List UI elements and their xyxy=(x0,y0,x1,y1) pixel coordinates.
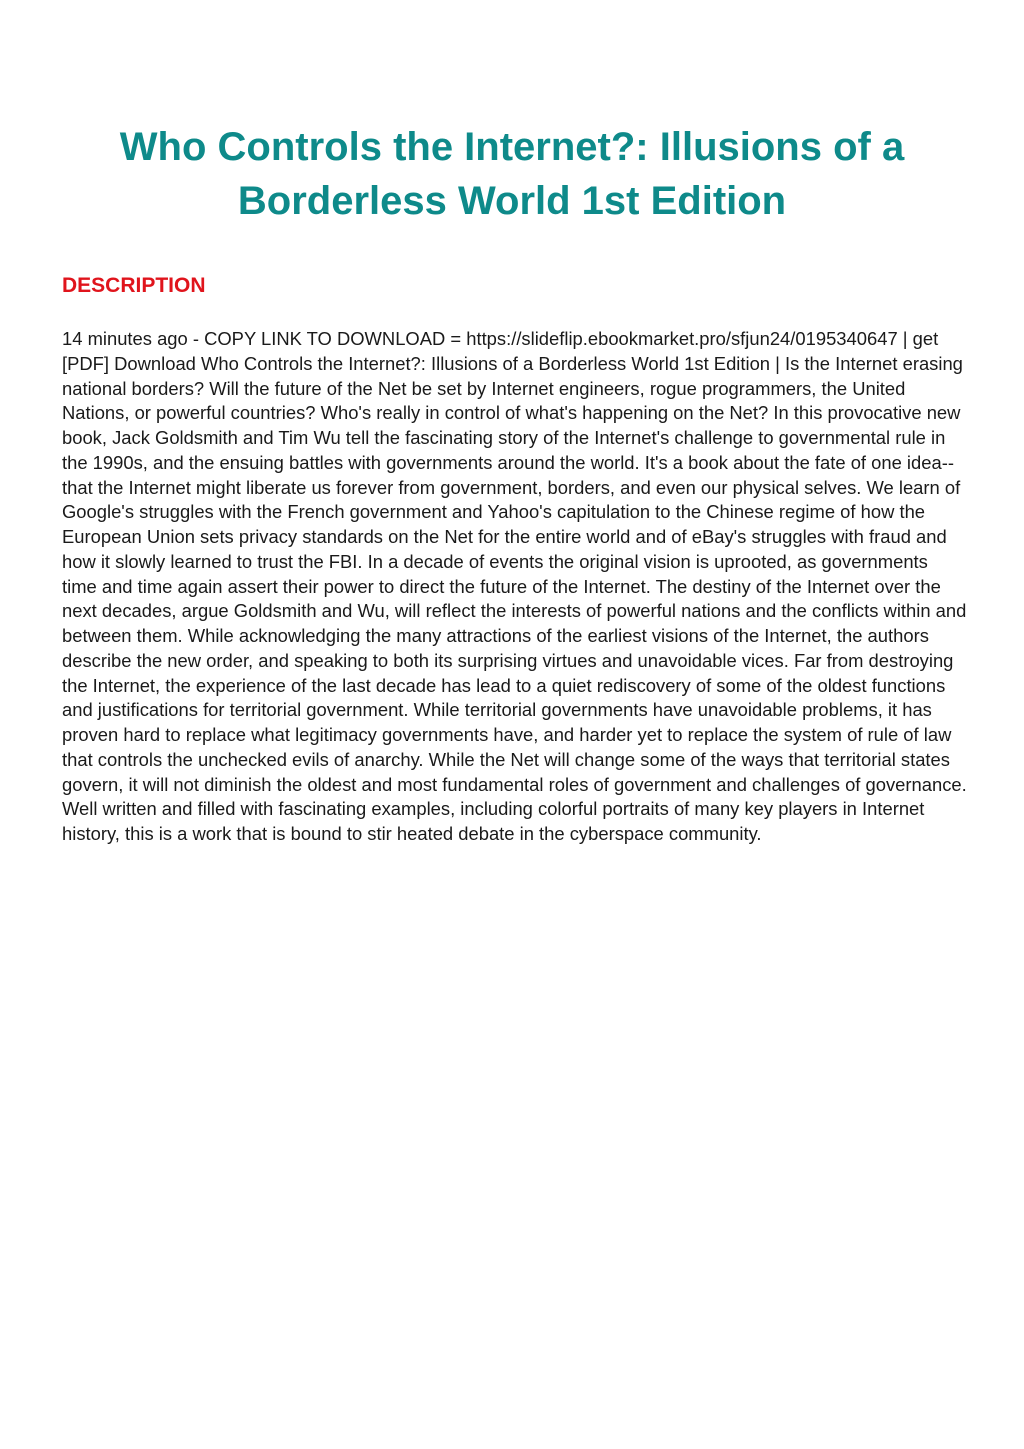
description-text: 14 minutes ago - COPY LINK TO DOWNLOAD = https://slideflip.ebookmarket.pro/sfjun24/0195340647 | get [PDF] Download Who Controls the Internet?: Illusions of a Borderless World 1st Edition | Is the Internet erasing national borders? Will the future of the Net be set by Internet engineers, rogue programmers, the United Nations, or powerful countries? Who's really in control of what's happening on the Net? In this provocative new book, Jack Goldsmith and Tim Wu tell the fascinating story of the Internet's challenge to governmental rule in the 1990s, and the ensuing battles with governments around the world. It's a book about the fate of one idea--that the Internet might liberate us forever from government, borders, and even our physical selves. We learn of Google's struggles with the French government and Yahoo's capitulation to the Chinese regime of how the European Union sets privacy standards on the Net for the entire world and of eBay's struggles with fraud and how it slowly learned to trust the FBI. In a decade of events the original vision is uprooted, as governments time and time again assert their power to direct the future of the Internet. The destiny of the Internet over the next decades, argue Goldsmith and Wu, will reflect the interests of powerful nations and the conflicts within and between them. While acknowledging the many attractions of the earliest visions of the Internet, the authors describe the new order, and speaking to both its surprising virtues and unavoidable vices. Far from destroying the Internet, the experience of the last decade has lead to a quiet rediscovery of some of the oldest functions and justifications for territorial government. While territorial governments have unavoidable problems, it has proven hard to replace what legitimacy governments have, and harder yet to replace the system of rule of law that controls the unchecked evils of anarchy. While the Net will change some of the ways that territorial states govern, it will not diminish the oldest and most fundamental roles of government and challenges of governance. Well written and filled with fascinating examples, including colorful portraits of many key players in Internet history, this is a work that is bound to stir heated debate in the cyberspace community. xyxy=(62,328,967,844)
description-heading: DESCRIPTION xyxy=(62,274,206,297)
page-title: Who Controls the Internet?: Illusions of a Borderless World 1st Edition xyxy=(119,125,905,223)
